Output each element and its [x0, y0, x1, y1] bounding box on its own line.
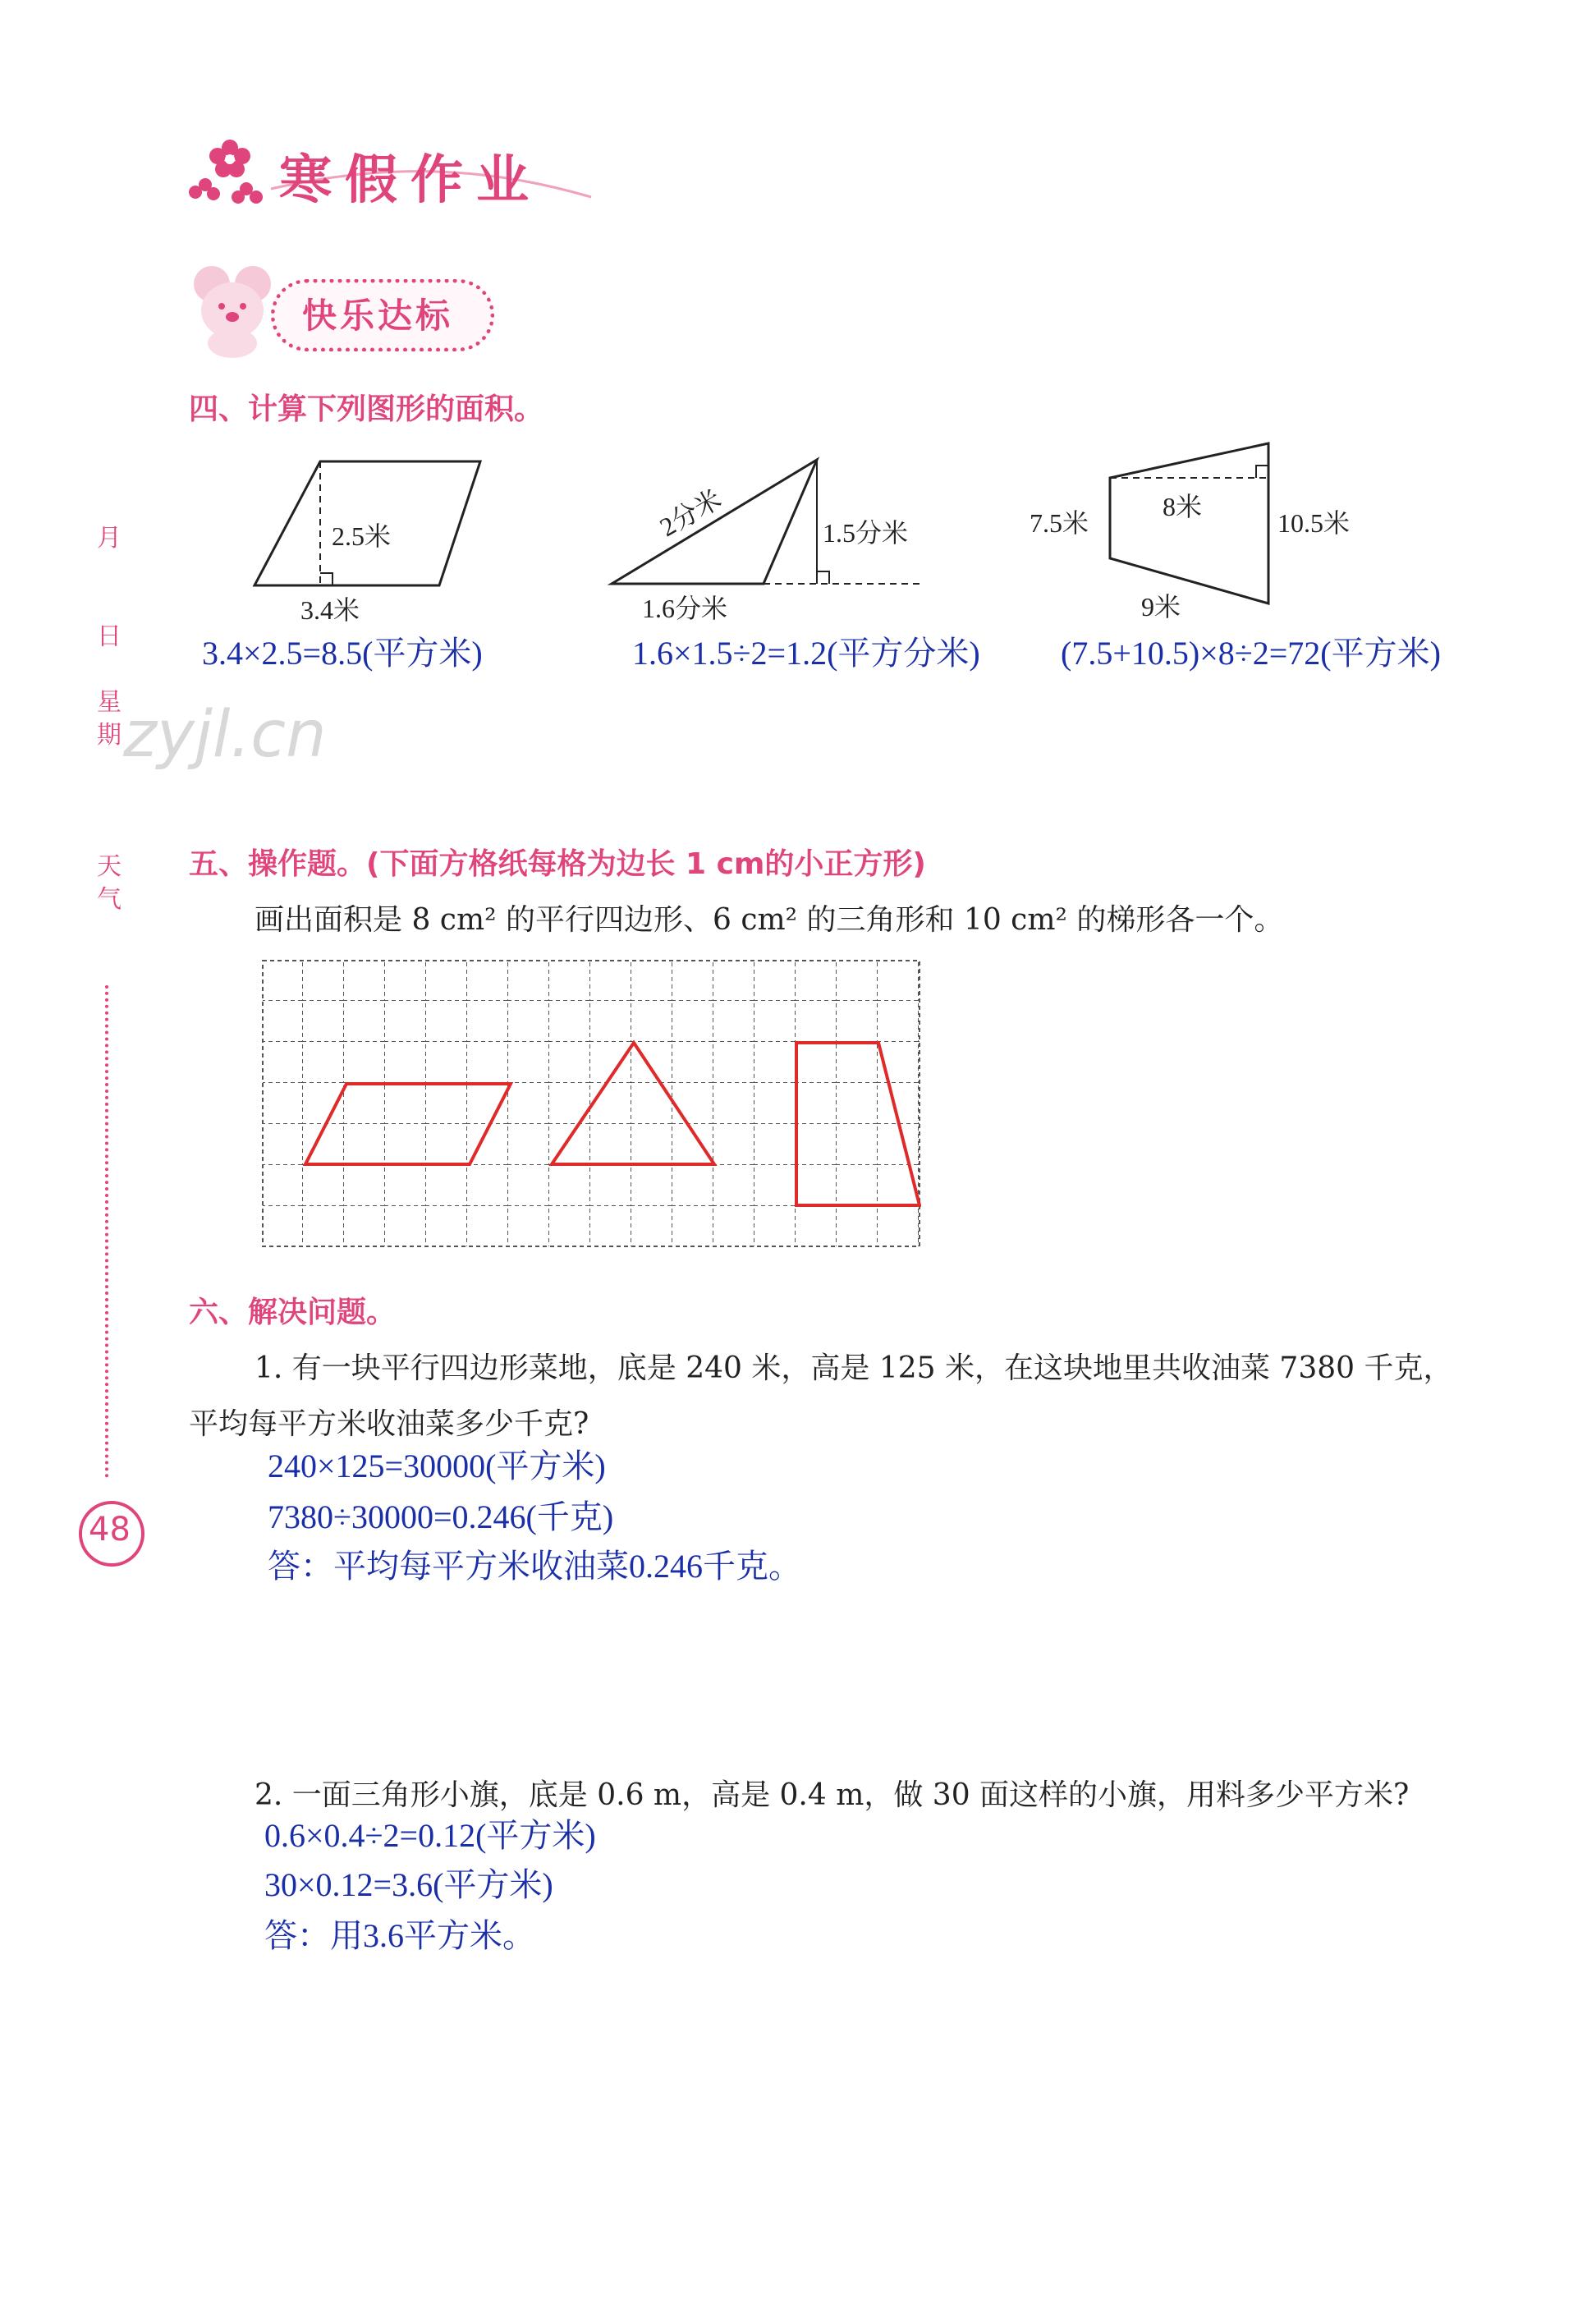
- shape2-base-label: 1.6分米: [642, 594, 728, 623]
- page-title: 寒假作业: [279, 150, 542, 211]
- q2-answer-3: 答：用3.6平方米。: [264, 1917, 535, 1954]
- shape3-left-label: 7.5米: [1030, 508, 1089, 538]
- q2-answer-1: 0.6×0.4÷2=0.12(平方米): [264, 1817, 596, 1854]
- q1-text-line2: 平均每平方米收油菜多少千克?: [189, 1407, 589, 1441]
- section6-heading: 六、解决问题。: [189, 1296, 397, 1329]
- side-label-weather-1: 天: [97, 852, 122, 881]
- shape3-answer: (7.5+10.5)×8÷2=72(平方米): [1061, 635, 1441, 672]
- watermark: zyjl.cn: [123, 698, 327, 772]
- section4-heading: 四、计算下列图形的面积。: [189, 392, 544, 426]
- side-label-month: 月: [97, 524, 122, 553]
- section4-figures: [238, 435, 1387, 624]
- q1-answer-3: 答：平均每平方米收油菜0.246千克。: [268, 1548, 801, 1585]
- q1-text-line1: 1. 有一块平行四边形菜地，底是 240 米，高是 125 米，在这块地里共收油菜 7380 千克，: [255, 1351, 1453, 1385]
- shape2-side-label: 2分米: [654, 484, 727, 543]
- side-label-day: 日: [97, 622, 122, 651]
- side-vine-decoration: [105, 985, 115, 1478]
- shape1-answer: 3.4×2.5=8.5(平方米): [202, 635, 483, 672]
- shape2-height-label: 1.5分米: [823, 518, 909, 548]
- flower-icon: [189, 140, 263, 204]
- shape1-base-label: 3.4米: [300, 595, 360, 625]
- shape1-height-label: 2.5米: [332, 521, 392, 551]
- page-number: 48: [89, 1511, 131, 1548]
- side-label-weather-2: 气: [97, 885, 122, 914]
- q1-answer-1: 240×125=30000(平方米): [268, 1448, 606, 1484]
- q2-text-line1: 2. 一面三角形小旗，底是 0.6 m，高是 0.4 m，做 30 面这样的小旗，用料多少平方米?: [255, 1778, 1410, 1812]
- side-label-weekday-1: 星: [97, 688, 122, 717]
- section-badge: 快乐达标: [302, 296, 454, 336]
- side-label-weekday-2: 期: [97, 721, 122, 750]
- grid-paper: [261, 959, 921, 1248]
- shape3-right-label: 10.5米: [1277, 508, 1351, 538]
- shape3-bottom-label: 9米: [1141, 592, 1181, 622]
- koala-icon: [187, 261, 277, 360]
- q2-answer-2: 30×0.12=3.6(平方米): [264, 1866, 553, 1903]
- section5-heading: 五、操作题。(下面方格纸每格为边长 1 cm的小正方形): [189, 847, 926, 881]
- section5-instruction: 画出面积是 8 cm² 的平行四边形、6 cm² 的三角形和 10 cm² 的梯形各一个。: [255, 903, 1284, 937]
- shape3-height-label: 8米: [1163, 492, 1203, 521]
- shape2-answer: 1.6×1.5÷2=1.2(平方分米): [632, 635, 980, 672]
- q1-answer-2: 7380÷30000=0.246(千克): [268, 1498, 614, 1535]
